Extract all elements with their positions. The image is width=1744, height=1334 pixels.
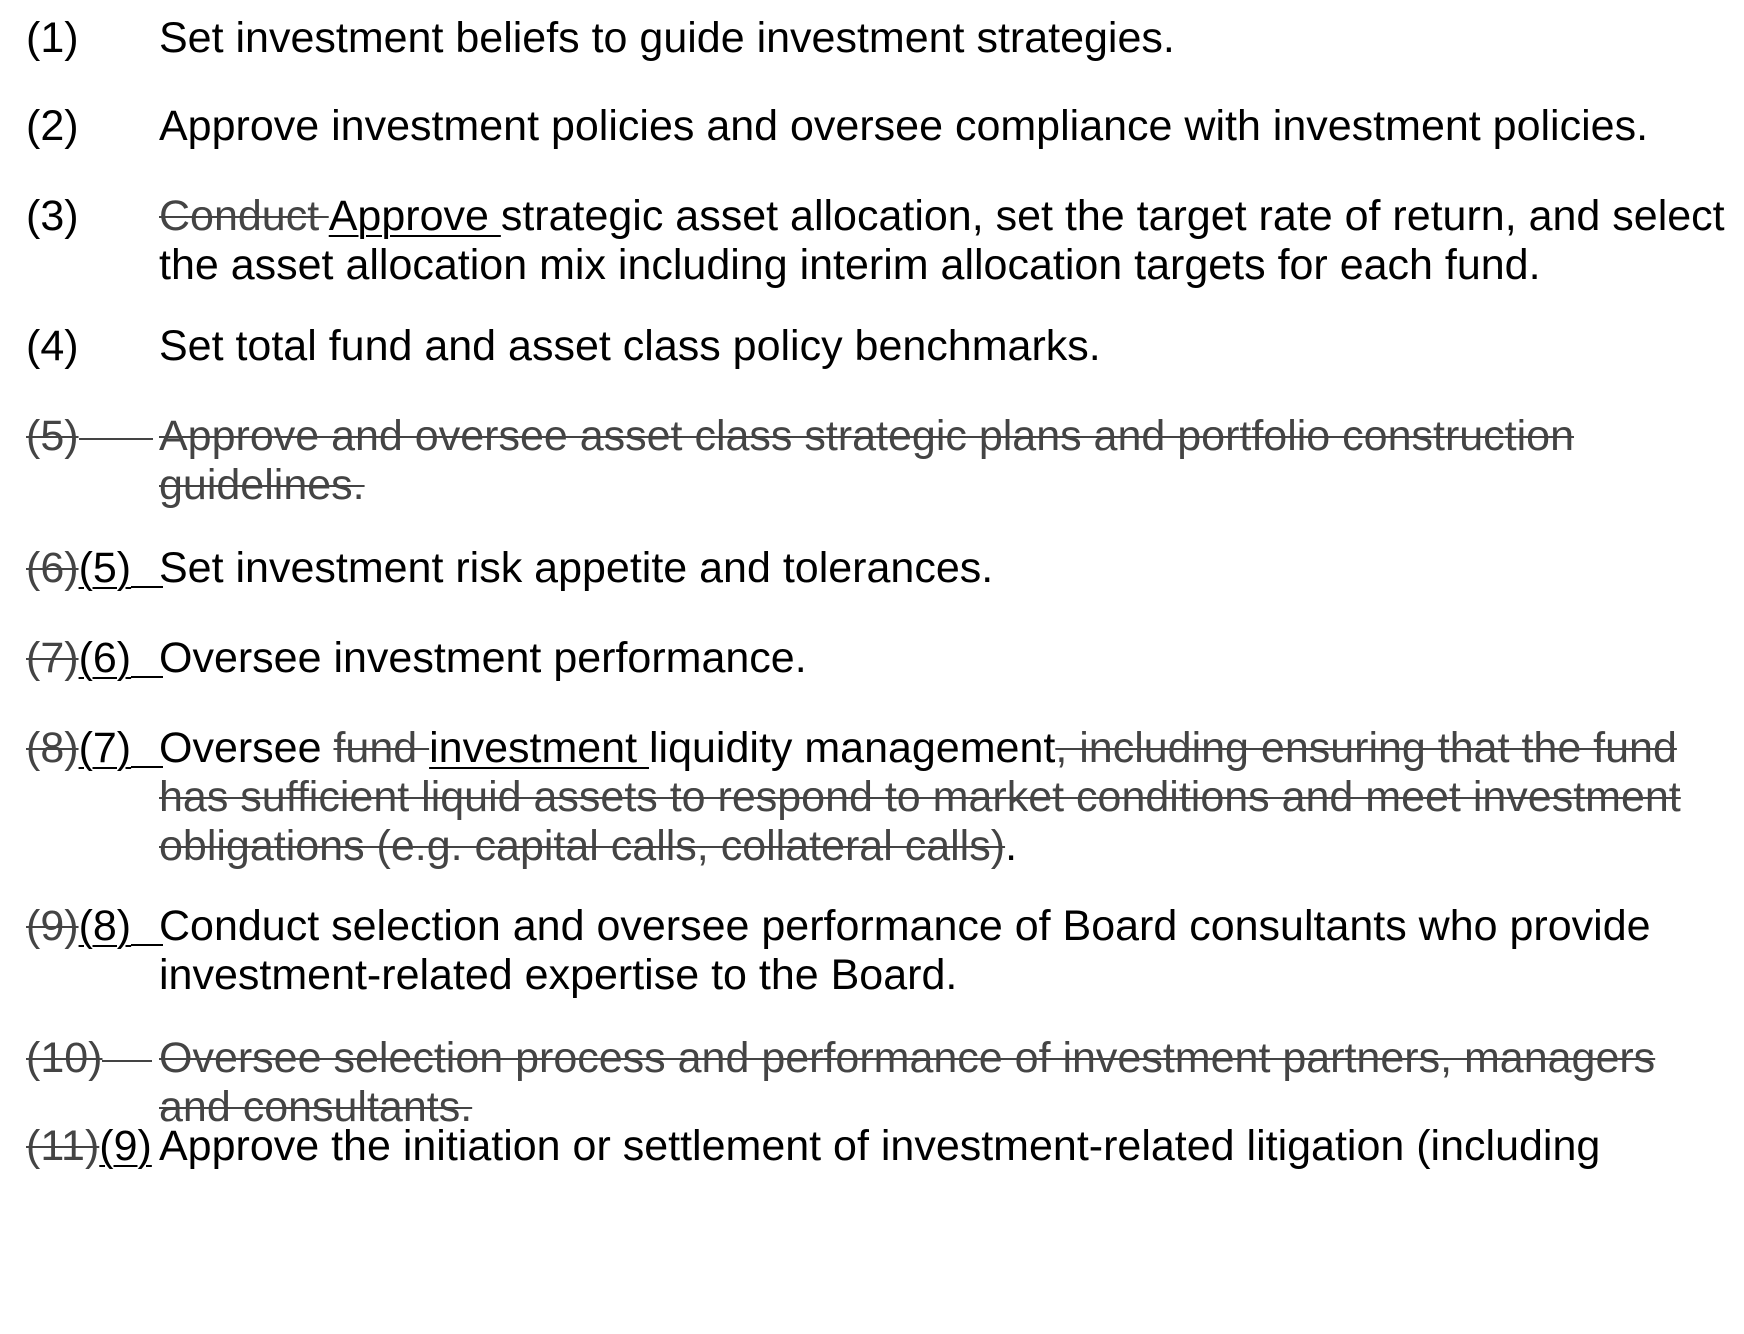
item-number-deleted [26, 1034, 152, 1083]
number-deleted: (11) [26, 1122, 100, 1170]
item-text-deleted: Approve and oversee asset class strategic plans and portfolio construction guidelines. [159, 412, 1575, 509]
number-deleted: (6) [26, 544, 79, 592]
item-text [159, 724, 1728, 871]
strike-gap [79, 438, 153, 440]
item-text: Set investment risk appetite and tolerances. [159, 544, 994, 592]
deleted-text-2: , including ensuring that the fund has sufficient liquid assets to respond to market conditions and meet investment obligations (e.g. capital calls, collateral calls) [159, 724, 1681, 870]
item-text-a: Oversee [159, 724, 334, 772]
item-text-c: . [1005, 822, 1018, 870]
item-text-b: liquidity management [648, 724, 1056, 772]
item-number [26, 544, 163, 593]
number-inserted: (6) [78, 634, 132, 682]
deleted-text: Conduct [159, 192, 329, 240]
number-deleted: (9) [26, 902, 79, 950]
item-number [26, 1122, 152, 1171]
item-text: Approve investment policies and oversee compliance with investment policies. [159, 102, 1649, 150]
number-inserted: (9) [99, 1122, 152, 1170]
item-text-rest: strategic asset allocation, set the target rate of return, and select the asset allocation mix including interim allocation targets for each fund. [159, 192, 1725, 289]
item-text: Conduct selection and oversee performance of Board consultants who provide investment-related expertise to the Board. [159, 902, 1651, 999]
item-number [26, 724, 163, 773]
number-deleted: (8) [26, 724, 79, 772]
number-inserted: (5) [78, 544, 132, 592]
inserted-text: Approve [328, 192, 501, 240]
item-text-deleted: Oversee selection process and performance of investment partners, managers and consultants. [159, 1034, 1656, 1131]
item-number: (1) [26, 14, 79, 62]
item-text: Approve the initiation or settlement of investment-related litigation (including [159, 1122, 1601, 1170]
deleted-text: fund [333, 724, 430, 772]
item-text: Set investment beliefs to guide investment strategies. [159, 14, 1175, 62]
number-text: (10) [26, 1034, 103, 1082]
strike-gap [102, 1060, 152, 1062]
number-inserted: (7) [78, 724, 132, 772]
number-text: (5) [26, 412, 79, 460]
item-text [159, 192, 1728, 290]
inserted-text: investment [429, 724, 649, 772]
item-number [26, 634, 163, 683]
item-number: (4) [26, 322, 79, 370]
item-text: Oversee investment performance. [159, 634, 807, 682]
number-deleted: (7) [26, 634, 79, 682]
item-number: (2) [26, 102, 79, 150]
item-number-deleted [26, 412, 153, 461]
item-text: Set total fund and asset class policy benchmarks. [159, 322, 1101, 370]
item-number: (3) [26, 192, 79, 240]
item-number [26, 902, 163, 951]
number-inserted: (8) [78, 902, 132, 950]
